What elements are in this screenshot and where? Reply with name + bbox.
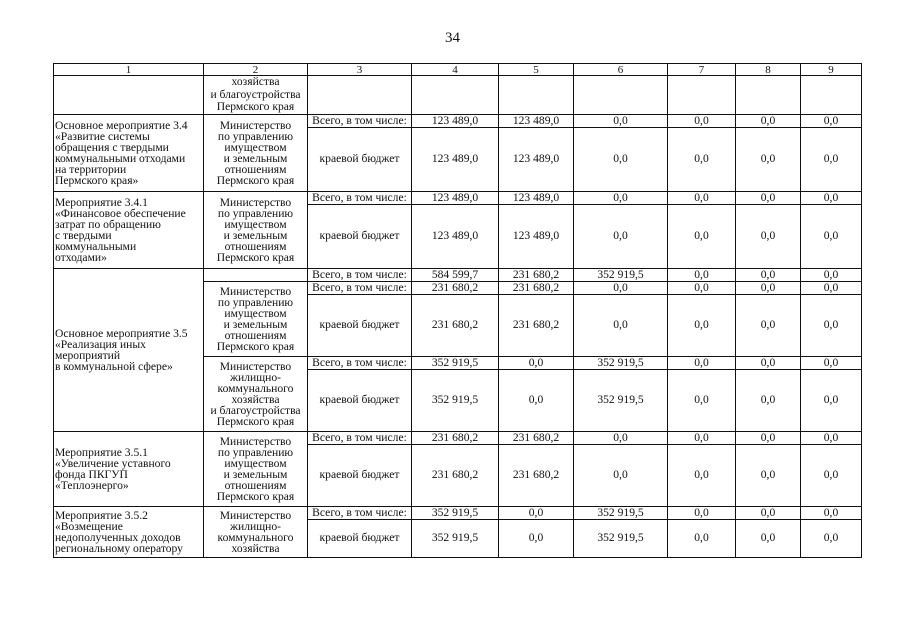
source-label-text: Всего, в том числе: bbox=[312, 191, 407, 204]
value-cell bbox=[574, 431, 668, 444]
table-row bbox=[54, 268, 862, 281]
value-cell-text: 0,0 bbox=[694, 530, 709, 544]
measure-name bbox=[54, 76, 204, 115]
value-cell-text: 0,0 bbox=[823, 228, 839, 242]
value-cell-text: 0,0 bbox=[760, 191, 776, 204]
source-label-text: Всего, в том числе: bbox=[312, 431, 407, 444]
column-number bbox=[668, 64, 736, 76]
value-cell bbox=[412, 444, 499, 506]
value-cell-text: 0,0 bbox=[613, 431, 628, 444]
value-cell bbox=[736, 294, 801, 356]
value-cell-text: 231 680,2 bbox=[512, 431, 560, 444]
value-cell-text: 352 919,5 bbox=[431, 530, 479, 544]
value-cell bbox=[668, 431, 736, 444]
value-cell-text: 0,0 bbox=[694, 467, 709, 481]
column-number bbox=[54, 64, 204, 76]
column-number bbox=[204, 64, 308, 76]
value-cell bbox=[499, 519, 574, 557]
value-cell-text: 0,0 bbox=[528, 356, 544, 369]
column-number bbox=[499, 64, 574, 76]
executor-text: Министерство по управлению имуществом и земельным отношениям Пермского края bbox=[216, 434, 295, 503]
column-number-text: 1 bbox=[125, 63, 132, 76]
value-cell bbox=[412, 506, 499, 519]
value-cell-text: 0,0 bbox=[760, 467, 776, 481]
value-cell-text: 0,0 bbox=[760, 317, 776, 331]
source-label bbox=[308, 369, 412, 431]
measure-name bbox=[54, 191, 204, 268]
executor-text: Министерство по управлению имуществом и земельным отношениям Пермского края bbox=[216, 118, 295, 187]
value-cell-text: 352 919,5 bbox=[431, 506, 479, 519]
value-cell-text: 0,0 bbox=[823, 114, 839, 127]
table-row bbox=[54, 506, 862, 519]
value-cell bbox=[412, 281, 499, 294]
value-cell bbox=[499, 356, 574, 369]
empty-cell bbox=[308, 76, 412, 115]
measure-name-text: Мероприятие 3.4.1 «Финансовое обеспечение затрат по обращению с твердыми коммунальными отходами» bbox=[55, 195, 186, 264]
value-cell-text: 352 919,5 bbox=[431, 356, 479, 369]
value-cell bbox=[412, 369, 499, 431]
value-cell bbox=[574, 506, 668, 519]
value-cell-text: 0,0 bbox=[694, 317, 709, 331]
column-number-text: 3 bbox=[356, 63, 363, 76]
value-cell-text: 0,0 bbox=[760, 506, 776, 519]
source-label-text: краевой бюджет bbox=[319, 467, 400, 481]
value-cell-text: 0,0 bbox=[823, 317, 839, 331]
value-cell-text: 0,0 bbox=[823, 281, 839, 294]
value-cell-text: 0,0 bbox=[694, 392, 709, 406]
value-cell bbox=[801, 519, 862, 557]
column-number bbox=[801, 64, 862, 76]
value-cell bbox=[668, 191, 736, 204]
column-number-text: 6 bbox=[617, 63, 624, 76]
source-label bbox=[308, 268, 412, 281]
value-cell bbox=[736, 506, 801, 519]
source-label bbox=[308, 356, 412, 369]
source-label-text: краевой бюджет bbox=[319, 392, 400, 406]
value-cell bbox=[574, 519, 668, 557]
value-cell-text: 123 489,0 bbox=[431, 191, 479, 204]
value-cell bbox=[668, 444, 736, 506]
measure-name-text: Основное мероприятие 3.4 «Развитие системы обращения с твердыми коммунальными отходами на территории Пермского края» bbox=[55, 118, 188, 187]
value-cell-text: 0,0 bbox=[528, 530, 544, 544]
value-cell bbox=[736, 127, 801, 191]
measure-name bbox=[54, 114, 204, 191]
value-cell-text: 0,0 bbox=[694, 191, 709, 204]
value-cell bbox=[801, 191, 862, 204]
column-number-text: 4 bbox=[452, 63, 458, 76]
value-cell bbox=[736, 431, 801, 444]
source-label bbox=[308, 431, 412, 444]
value-cell bbox=[736, 204, 801, 268]
value-cell bbox=[668, 281, 736, 294]
value-cell bbox=[499, 204, 574, 268]
source-label bbox=[308, 444, 412, 506]
value-cell-text: 0,0 bbox=[694, 431, 709, 444]
column-number bbox=[736, 64, 801, 76]
executor bbox=[204, 191, 308, 268]
value-cell bbox=[574, 268, 668, 281]
value-cell-text: 0,0 bbox=[760, 356, 776, 369]
value-cell bbox=[801, 356, 862, 369]
value-cell bbox=[801, 506, 862, 519]
value-cell bbox=[499, 431, 574, 444]
value-cell-text: 0,0 bbox=[694, 506, 709, 519]
value-cell bbox=[412, 127, 499, 191]
value-cell bbox=[412, 268, 499, 281]
source-label-text: Всего, в том числе: bbox=[312, 281, 407, 294]
measure-name bbox=[54, 506, 204, 557]
column-number-text: 2 bbox=[252, 63, 259, 76]
value-cell bbox=[668, 114, 736, 127]
source-label-text: Всего, в том числе: bbox=[312, 506, 407, 519]
value-cell bbox=[736, 114, 801, 127]
value-cell-text: 231 680,2 bbox=[431, 317, 479, 331]
value-cell bbox=[412, 204, 499, 268]
value-cell bbox=[668, 204, 736, 268]
empty-cell bbox=[801, 76, 862, 115]
value-cell bbox=[801, 294, 862, 356]
executor-text: Министерство по управлению имуществом и земельным отношениям Пермского края bbox=[216, 195, 295, 264]
value-cell bbox=[668, 369, 736, 431]
value-cell-text: 123 489,0 bbox=[431, 151, 479, 165]
value-cell bbox=[668, 294, 736, 356]
value-cell-text: 0,0 bbox=[528, 392, 544, 406]
value-cell-text: 123 489,0 bbox=[512, 228, 560, 242]
executor bbox=[204, 281, 308, 356]
empty-cell bbox=[736, 76, 801, 115]
value-cell bbox=[801, 204, 862, 268]
value-cell bbox=[499, 281, 574, 294]
source-label-text: Всего, в том числе: bbox=[312, 114, 407, 127]
table-row bbox=[54, 191, 862, 204]
column-number bbox=[574, 64, 668, 76]
column-number-text: 7 bbox=[698, 63, 705, 76]
measure-name-text: Мероприятие 3.5.2 «Возмещение недополученных доходов региональному оператору bbox=[55, 508, 183, 555]
value-cell-text: 0,0 bbox=[613, 228, 628, 242]
value-cell-text: 231 680,2 bbox=[512, 467, 560, 481]
source-label bbox=[308, 519, 412, 557]
value-cell bbox=[499, 444, 574, 506]
executor bbox=[204, 76, 308, 115]
value-cell bbox=[574, 114, 668, 127]
value-cell bbox=[499, 127, 574, 191]
measure-name bbox=[54, 268, 204, 431]
column-number bbox=[308, 64, 412, 76]
value-cell bbox=[736, 356, 801, 369]
source-label bbox=[308, 281, 412, 294]
value-cell-text: 0,0 bbox=[694, 356, 709, 369]
value-cell bbox=[574, 294, 668, 356]
measure-name bbox=[54, 431, 204, 506]
value-cell bbox=[736, 369, 801, 431]
value-cell bbox=[736, 444, 801, 506]
source-label bbox=[308, 191, 412, 204]
column-number-text: 9 bbox=[828, 63, 834, 76]
value-cell-text: 231 680,2 bbox=[512, 317, 560, 331]
value-cell bbox=[668, 127, 736, 191]
value-cell-text: 352 919,5 bbox=[597, 392, 644, 406]
source-label-text: краевой бюджет bbox=[319, 151, 400, 165]
executor bbox=[204, 268, 308, 281]
value-cell-text: 0,0 bbox=[823, 151, 839, 165]
empty-cell bbox=[574, 76, 668, 115]
page-number: 34 bbox=[445, 30, 460, 46]
value-cell-text: 123 489,0 bbox=[512, 114, 560, 127]
source-label-text: краевой бюджет bbox=[319, 228, 400, 242]
value-cell bbox=[801, 281, 862, 294]
value-cell-text: 0,0 bbox=[528, 506, 544, 519]
column-number bbox=[412, 64, 499, 76]
value-cell-text: 123 489,0 bbox=[512, 151, 560, 165]
value-cell-text: 0,0 bbox=[823, 392, 839, 406]
executor bbox=[204, 356, 308, 431]
value-cell bbox=[412, 431, 499, 444]
value-cell-text: 0,0 bbox=[613, 191, 628, 204]
value-cell bbox=[574, 281, 668, 294]
value-cell-text: 0,0 bbox=[823, 191, 839, 204]
column-number-text: 5 bbox=[533, 63, 539, 76]
value-cell bbox=[574, 127, 668, 191]
value-cell bbox=[412, 191, 499, 204]
value-cell-text: 0,0 bbox=[694, 114, 709, 127]
measure-name-text: Мероприятие 3.5.1 «Увеличение уставного фонда ПКГУП «Теплоэнерго» bbox=[55, 445, 171, 492]
value-cell bbox=[736, 281, 801, 294]
value-cell-text: 0,0 bbox=[760, 114, 776, 127]
source-label-text: краевой бюджет bbox=[319, 530, 400, 544]
value-cell bbox=[499, 191, 574, 204]
table-row bbox=[54, 64, 862, 76]
empty-cell bbox=[668, 76, 736, 115]
value-cell-text: 0,0 bbox=[613, 467, 628, 481]
source-label-text: Всего, в том числе: bbox=[312, 268, 407, 281]
value-cell bbox=[668, 356, 736, 369]
program-budget-table bbox=[53, 63, 862, 558]
value-cell bbox=[574, 369, 668, 431]
value-cell-text: 0,0 bbox=[760, 392, 776, 406]
value-cell bbox=[574, 204, 668, 268]
executor-text: Министерство жилищно- коммунального хозяйства и благоустройства Пермского края bbox=[210, 359, 301, 428]
value-cell-text: 231 680,2 bbox=[512, 281, 560, 294]
value-cell bbox=[574, 444, 668, 506]
value-cell-text: 123 489,0 bbox=[431, 114, 479, 127]
empty-cell bbox=[499, 76, 574, 115]
value-cell-text: 231 680,2 bbox=[512, 268, 560, 281]
value-cell-text: 584 599,7 bbox=[431, 268, 479, 281]
value-cell-text: 231 680,2 bbox=[431, 431, 479, 444]
column-number-text: 8 bbox=[765, 63, 771, 76]
source-label bbox=[308, 506, 412, 519]
value-cell bbox=[668, 268, 736, 281]
value-cell-text: 0,0 bbox=[613, 317, 628, 331]
source-label bbox=[308, 127, 412, 191]
executor-text: хозяйства и благоустройства Пермского края bbox=[210, 75, 301, 113]
value-cell-text: 352 919,5 bbox=[431, 392, 479, 406]
value-cell bbox=[574, 356, 668, 369]
table-row bbox=[54, 114, 862, 127]
value-cell-text: 352 919,5 bbox=[597, 268, 644, 281]
value-cell bbox=[499, 114, 574, 127]
value-cell bbox=[499, 268, 574, 281]
value-cell-text: 0,0 bbox=[760, 281, 776, 294]
value-cell-text: 0,0 bbox=[760, 530, 776, 544]
table-row bbox=[54, 76, 862, 115]
value-cell bbox=[499, 294, 574, 356]
value-cell bbox=[412, 356, 499, 369]
value-cell-text: 0,0 bbox=[694, 151, 709, 165]
executor bbox=[204, 431, 308, 506]
value-cell bbox=[574, 191, 668, 204]
executor-text: Министерство по управлению имуществом и земельным отношениям Пермского края bbox=[216, 284, 295, 353]
value-cell bbox=[801, 369, 862, 431]
source-label bbox=[308, 204, 412, 268]
value-cell-text: 352 919,5 bbox=[597, 530, 644, 544]
source-label bbox=[308, 114, 412, 127]
source-label bbox=[308, 294, 412, 356]
executor bbox=[204, 506, 308, 557]
value-cell-text: 352 919,5 bbox=[597, 506, 644, 519]
value-cell bbox=[801, 431, 862, 444]
measure-name-text: Основное мероприятие 3.5 «Реализация иных мероприятий в коммунальной сфере» bbox=[55, 326, 188, 373]
empty-cell bbox=[412, 76, 499, 115]
value-cell-text: 0,0 bbox=[694, 228, 709, 242]
value-cell-text: 231 680,2 bbox=[431, 281, 479, 294]
executor-text: Министерство жилищно- коммунального хозяйства bbox=[217, 508, 294, 555]
source-label-text: краевой бюджет bbox=[319, 317, 400, 331]
value-cell-text: 0,0 bbox=[823, 431, 839, 444]
value-cell-text: 0,0 bbox=[823, 356, 839, 369]
value-cell-text: 0,0 bbox=[613, 114, 628, 127]
value-cell bbox=[412, 114, 499, 127]
value-cell-text: 231 680,2 bbox=[431, 467, 479, 481]
value-cell-text: 0,0 bbox=[823, 268, 839, 281]
value-cell-text: 0,0 bbox=[760, 268, 776, 281]
value-cell-text: 0,0 bbox=[760, 228, 776, 242]
value-cell-text: 0,0 bbox=[613, 151, 628, 165]
value-cell bbox=[412, 519, 499, 557]
value-cell bbox=[668, 506, 736, 519]
value-cell bbox=[412, 294, 499, 356]
value-cell bbox=[801, 114, 862, 127]
value-cell bbox=[801, 444, 862, 506]
value-cell bbox=[801, 127, 862, 191]
value-cell-text: 123 489,0 bbox=[431, 228, 479, 242]
source-label-text: Всего, в том числе: bbox=[312, 356, 407, 369]
value-cell bbox=[736, 268, 801, 281]
value-cell bbox=[668, 519, 736, 557]
value-cell-text: 0,0 bbox=[823, 530, 839, 544]
value-cell bbox=[801, 268, 862, 281]
value-cell-text: 123 489,0 bbox=[512, 191, 560, 204]
value-cell-text: 0,0 bbox=[823, 467, 839, 481]
value-cell bbox=[499, 506, 574, 519]
value-cell-text: 0,0 bbox=[694, 281, 709, 294]
value-cell bbox=[499, 369, 574, 431]
executor bbox=[204, 114, 308, 191]
table-row bbox=[54, 431, 862, 444]
value-cell-text: 0,0 bbox=[760, 431, 776, 444]
value-cell bbox=[736, 519, 801, 557]
value-cell-text: 0,0 bbox=[760, 151, 776, 165]
value-cell-text: 0,0 bbox=[613, 281, 628, 294]
value-cell-text: 0,0 bbox=[694, 268, 709, 281]
value-cell bbox=[736, 191, 801, 204]
value-cell-text: 0,0 bbox=[823, 506, 839, 519]
value-cell-text: 352 919,5 bbox=[597, 356, 644, 369]
